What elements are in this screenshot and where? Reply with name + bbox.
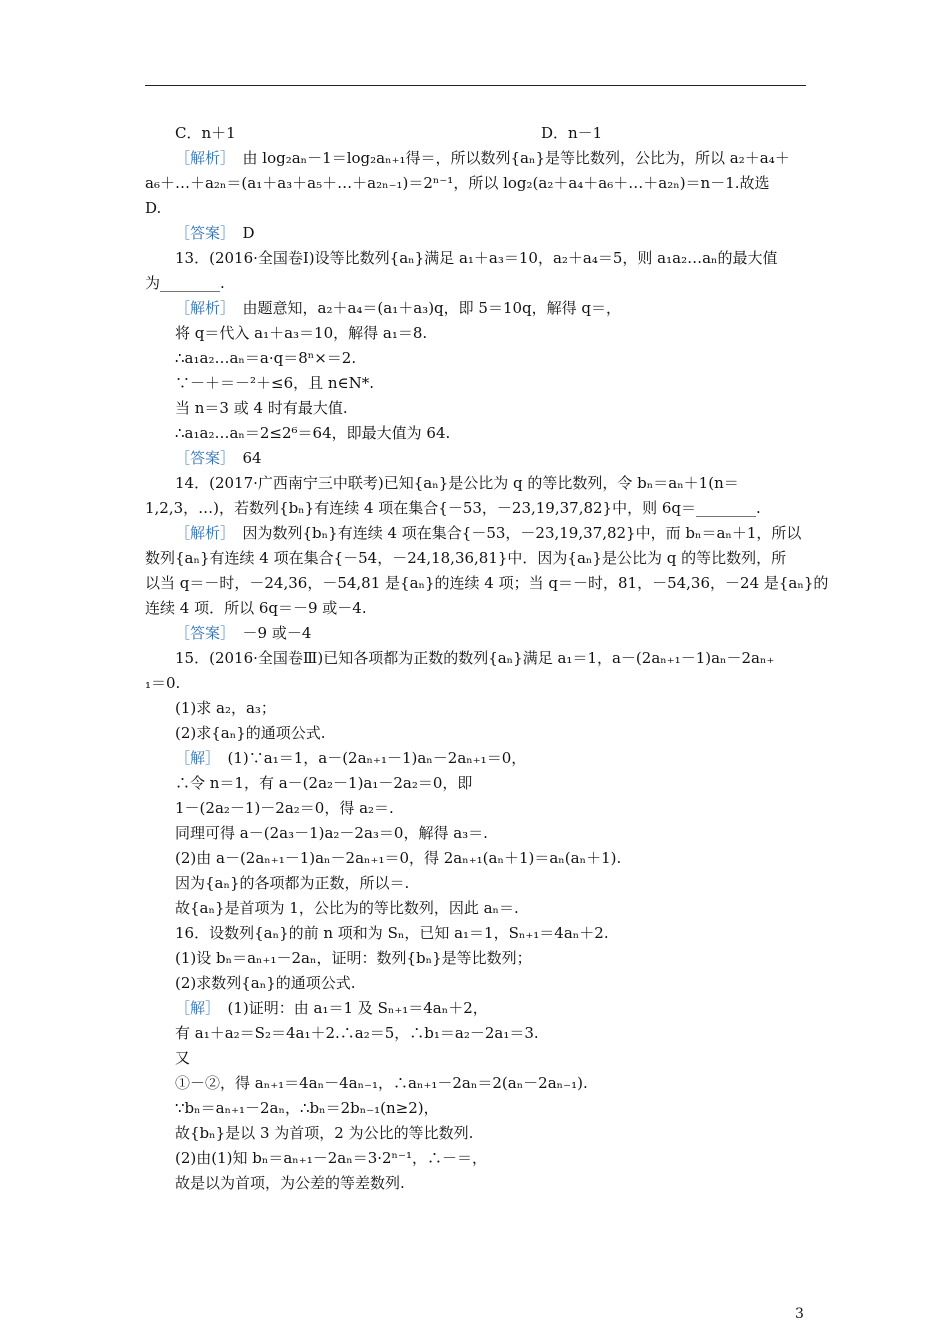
text-line: 又 xyxy=(175,1049,191,1067)
text-line: ［解］ (1)∵a₁＝1，a－(2aₙ₊₁－1)aₙ－2aₙ₊₁＝0， xyxy=(175,749,527,767)
text-line: 当 n＝3 或 4 时有最大值. xyxy=(175,399,348,417)
text-line: 15．(2016·全国卷Ⅲ)已知各项都为正数的数列{aₙ}满足 a₁＝1，a－(2aₙ₊₁－1)aₙ－2aₙ₊ xyxy=(175,649,775,667)
text-line: (1)设 bₙ＝aₙ₊₁－2aₙ，证明：数列{bₙ}是等比数列； xyxy=(175,949,532,967)
text-line: 连续 4 项．所以 6q＝－9 或－4. xyxy=(145,599,367,617)
text-line: 故{bₙ}是以 3 为首项，2 为公比的等比数列. xyxy=(175,1124,474,1142)
text-line: 1－(2a₂－1)－2a₂＝0，得 a₂＝. xyxy=(175,799,394,817)
text-line: ∴a₁a₂…aₙ＝2≤2⁶＝64，即最大值为 64. xyxy=(175,424,451,442)
text-line: ［答案］ D xyxy=(175,224,255,242)
section-tag: ［答案］ xyxy=(175,224,228,242)
text-line: ［答案］ －9 或－4 xyxy=(175,624,312,642)
text-line: ［解析］ 由 log₂aₙ－1＝log₂aₙ₊₁得＝，所以数列{aₙ}是等比数列，公比为，所以 a₂＋a₄＋ xyxy=(175,149,790,167)
text-line: 数列{aₙ}有连续 4 项在集合{－54，－24,18,36,81}中．因为{aₙ}是公比为 q 的等比数列，所 xyxy=(145,549,787,567)
section-tag: ［答案］ xyxy=(175,449,228,467)
text-line: a₆＋…＋a₂ₙ＝(a₁＋a₃＋a₅＋…＋a₂ₙ₋₁)＝2ⁿ⁻¹，所以 log₂(a₂＋a₄＋a₆＋…＋a₂ₙ)＝n－1.故选 xyxy=(145,174,770,192)
text-line: 13．(2016·全国卷Ⅰ)设等比数列{aₙ}满足 a₁＋a₃＝10，a₂＋a₄＝5，则 a₁a₂…aₙ的最大值 xyxy=(175,249,778,267)
text-line: D. xyxy=(145,199,162,217)
text-line: ①－②，得 aₙ₊₁＝4aₙ－4aₙ₋₁，∴aₙ₊₁－2aₙ＝2(aₙ－2aₙ₋₁). xyxy=(175,1074,588,1092)
text-line: (2)求数列{aₙ}的通项公式. xyxy=(175,974,356,992)
text-line: ［解析］ 因为数列{bₙ}有连续 4 项在集合{－53，－23,19,37,82}中，而 bₙ＝aₙ＋1，所以 xyxy=(175,524,802,542)
text-line: 因为{aₙ}的各项都为正数，所以＝. xyxy=(175,874,410,892)
text-line: ∵－＋＝－²＋≤6，且 n∈N*. xyxy=(175,374,375,392)
text-line: 以当 q＝－时，－24,36，－54,81 是{aₙ}的连续 4 项；当 q＝－时，81，－54,36，－24 是{aₙ}的 xyxy=(145,574,829,592)
text-line: 1,2,3，…)，若数列{bₙ}有连续 4 项在集合{－53，－23,19,37,82}中，则 6q＝________. xyxy=(145,499,761,517)
text-line: ［答案］ 64 xyxy=(175,449,262,467)
section-tag: ［解］ xyxy=(175,749,213,767)
text-line: 故是以为首项，为公差的等差数列. xyxy=(175,1174,405,1192)
text-line: 有 a₁＋a₂＝S₂＝4a₁＋2.∴a₂＝5，∴b₁＝a₂－2a₁＝3. xyxy=(175,1024,539,1042)
text-line: 故{aₙ}是首项为 1，公比为的等比数列，因此 aₙ＝. xyxy=(175,899,519,917)
text-line: 同理可得 a－(2a₃－1)a₂－2a₃＝0，解得 a₃＝. xyxy=(175,824,488,842)
text-line: (2)由 a－(2aₙ₊₁－1)aₙ－2aₙ₊₁＝0，得 2aₙ₊₁(aₙ＋1)＝aₙ(aₙ＋1). xyxy=(175,849,622,867)
text-line: 14．(2017·广西南宁三中联考)已知{aₙ}是公比为 q 的等比数列，令 bₙ＝aₙ＋1(n＝ xyxy=(175,474,739,492)
text-line: ［解］ (1)证明：由 a₁＝1 及 Sₙ₊₁＝4aₙ＋2， xyxy=(175,999,488,1017)
text-line: C．n＋1 D．n－1 xyxy=(175,121,806,146)
section-tag: ［解］ xyxy=(175,999,213,1017)
text-line: (2)求{aₙ}的通项公式. xyxy=(175,724,326,742)
option-d: D．n－1 xyxy=(541,124,603,142)
section-tag: ［解析］ xyxy=(175,299,228,317)
header-rule xyxy=(145,85,806,86)
text-line: 为________. xyxy=(145,274,225,292)
section-tag: ［答案］ xyxy=(175,624,228,642)
text-line: ∴a₁a₂…aₙ＝a·q＝8ⁿ×＝2. xyxy=(175,349,357,367)
text-line: (2)由(1)知 bₙ＝aₙ₊₁－2aₙ＝3·2ⁿ⁻¹，∴－＝， xyxy=(175,1149,487,1167)
text-line: 16．设数列{aₙ}的前 n 项和为 Sₙ，已知 a₁＝1，Sₙ₊₁＝4aₙ＋2. xyxy=(175,924,609,942)
section-tag: ［解析］ xyxy=(175,149,228,167)
text-line: (1)求 a₂，a₃； xyxy=(175,699,276,717)
text-line: ∵bₙ＝aₙ₊₁－2aₙ，∴bₙ＝2bₙ₋₁(n≥2)， xyxy=(175,1099,439,1117)
page-number: 3 xyxy=(795,1306,804,1322)
text-line: 将 q＝代入 a₁＋a₃＝10，解得 a₁＝8. xyxy=(175,324,428,342)
text-line: ₁＝0. xyxy=(145,674,181,692)
text-line: ［解析］ 由题意知，a₂＋a₄＝(a₁＋a₃)q，即 5＝10q，解得 q＝， xyxy=(175,299,622,317)
text-line: ∴令 n＝1，有 a－(2a₂－1)a₁－2a₂＝0，即 xyxy=(175,774,473,792)
section-tag: ［解析］ xyxy=(175,524,228,542)
